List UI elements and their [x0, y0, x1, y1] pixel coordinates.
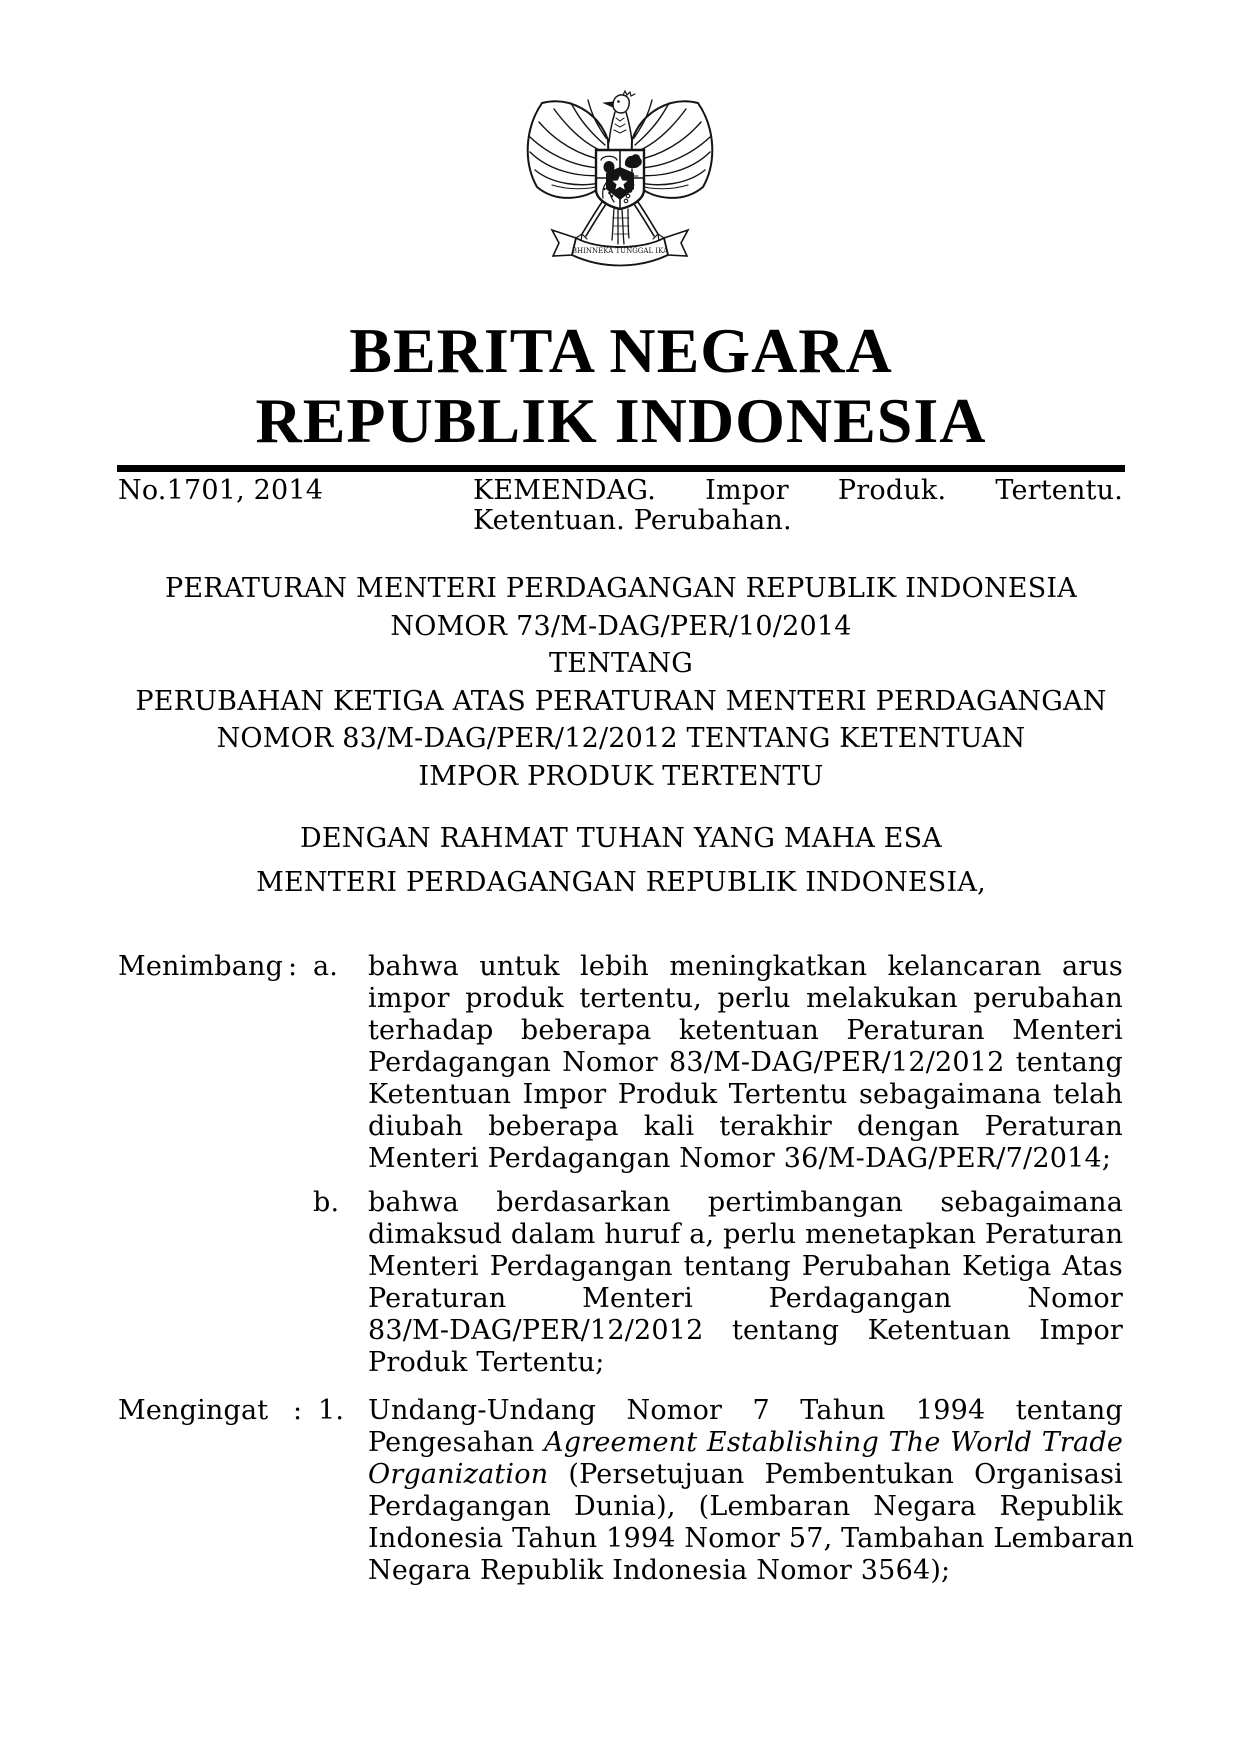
- text-line: TENTANG: [549, 648, 693, 679]
- text-line: PERATURAN MENTERI PERDAGANGAN REPUBLIK INDONESIA: [165, 573, 1077, 604]
- text-line: impor produk tertentu, perlu melakukan perubahan: [368, 983, 1123, 1014]
- eagle-head: [604, 91, 635, 142]
- gazette-subject: [473, 476, 1123, 536]
- text-line: dimaksud dalam huruf a, perlu menetapkan Peraturan: [368, 1219, 1124, 1250]
- list-marker-b: b.: [313, 1187, 340, 1218]
- masthead-line-2: REPUBLIK INDONESIA: [255, 385, 987, 456]
- section-label-mengingat: Mengingat: [118, 1395, 269, 1426]
- text-line: bahwa berdasarkan pertimbangan sebagaimana: [368, 1187, 1123, 1218]
- text-line: Peraturan Menteri Perdagangan Nomor: [368, 1283, 1123, 1314]
- considerations-item-a: [118, 951, 1124, 1175]
- text-line: NOMOR 73/M-DAG/PER/10/2014: [390, 610, 852, 642]
- invocation-line-2: MENTERI PERDAGANGAN REPUBLIK INDONESIA,: [256, 867, 986, 898]
- gazette-number: No.1701, 2014: [118, 475, 324, 506]
- text-line: Menteri Perdagangan Nomor 36/M-DAG/PER/7/2014;: [368, 1143, 1112, 1174]
- pancasila-shield: [596, 150, 644, 209]
- garuda-emblem-drawing: [522, 90, 718, 282]
- masthead-line-1: BERITA NEGARA: [349, 315, 893, 386]
- text-line: terhadap beberapa ketentuan Peraturan Menteri: [368, 1015, 1123, 1046]
- text-line: KEMENDAG. Impor Produk. Tertentu.: [473, 475, 1123, 506]
- text-line: Indonesia Tahun 1994 Nomor 57, Tambahan Lembaran: [368, 1523, 1135, 1554]
- considerations-item-b-text: [368, 1187, 1123, 1379]
- text-line: Produk Tertentu;: [368, 1347, 605, 1378]
- considerations-item-b: [118, 1187, 1124, 1379]
- gazette-info-row: [118, 476, 1124, 536]
- garuda-pancasila-emblem: [522, 90, 718, 282]
- text-line: Pengesahan Agreement Establishing The World Trade: [368, 1427, 1123, 1458]
- list-marker-1: 1.: [318, 1395, 345, 1426]
- legal-basis-item-1-text: [368, 1395, 1135, 1587]
- text-line: Undang-Undang Nomor 7 Tahun 1994 tentang: [368, 1395, 1123, 1426]
- text-line: Negara Republik Indonesia Nomor 3564);: [368, 1555, 951, 1586]
- text-line: Perdagangan Dunia), (Lembaran Negara Republik: [368, 1491, 1123, 1522]
- text-line: Perdagangan Nomor 83/M-DAG/PER/12/2012 tentang: [368, 1047, 1123, 1078]
- masthead-divider-rule: [117, 465, 1125, 472]
- text-line: bahwa untuk lebih meningkatkan kelancaran arus: [368, 951, 1123, 982]
- text-line: Ketentuan. Perubahan.: [473, 505, 792, 536]
- text-line: IMPOR PRODUK TERTENTU: [418, 760, 824, 792]
- text-line: NOMOR 83/M-DAG/PER/12/2012 TENTANG KETENTUAN: [216, 723, 1026, 754]
- text-line: diubah beberapa kali terakhir dengan Peraturan: [368, 1111, 1123, 1142]
- gazette-masthead-title: [117, 316, 1125, 456]
- text-line: 83/M-DAG/PER/12/2012 tentang Ketentuan Impor: [368, 1315, 1123, 1346]
- legal-basis-item-1: [118, 1395, 1135, 1587]
- text-line: PERUBAHAN KETIGA ATAS PERATURAN MENTERI PERDAGANGAN: [135, 685, 1107, 717]
- ribbon-motto-text: BHINNEKA TUNGGAL IKA: [571, 247, 669, 255]
- list-marker-a: a.: [313, 951, 339, 982]
- section-colon: :: [293, 1395, 303, 1426]
- text-line: Organization (Persetujuan Pembentukan Organisasi: [368, 1459, 1123, 1490]
- text-line: Ketentuan Impor Produk Tertentu sebagaimana telah: [368, 1079, 1123, 1110]
- section-label-menimbang: Menimbang: [118, 951, 284, 982]
- regulation-title: [118, 570, 1124, 795]
- section-colon: :: [288, 951, 298, 982]
- invocation-line-1: DENGAN RAHMAT TUHAN YANG MAHA ESA: [300, 823, 942, 854]
- considerations-item-a-text: [368, 951, 1123, 1175]
- text-line: Menteri Perdagangan tentang Perubahan Ketiga Atas: [368, 1251, 1123, 1282]
